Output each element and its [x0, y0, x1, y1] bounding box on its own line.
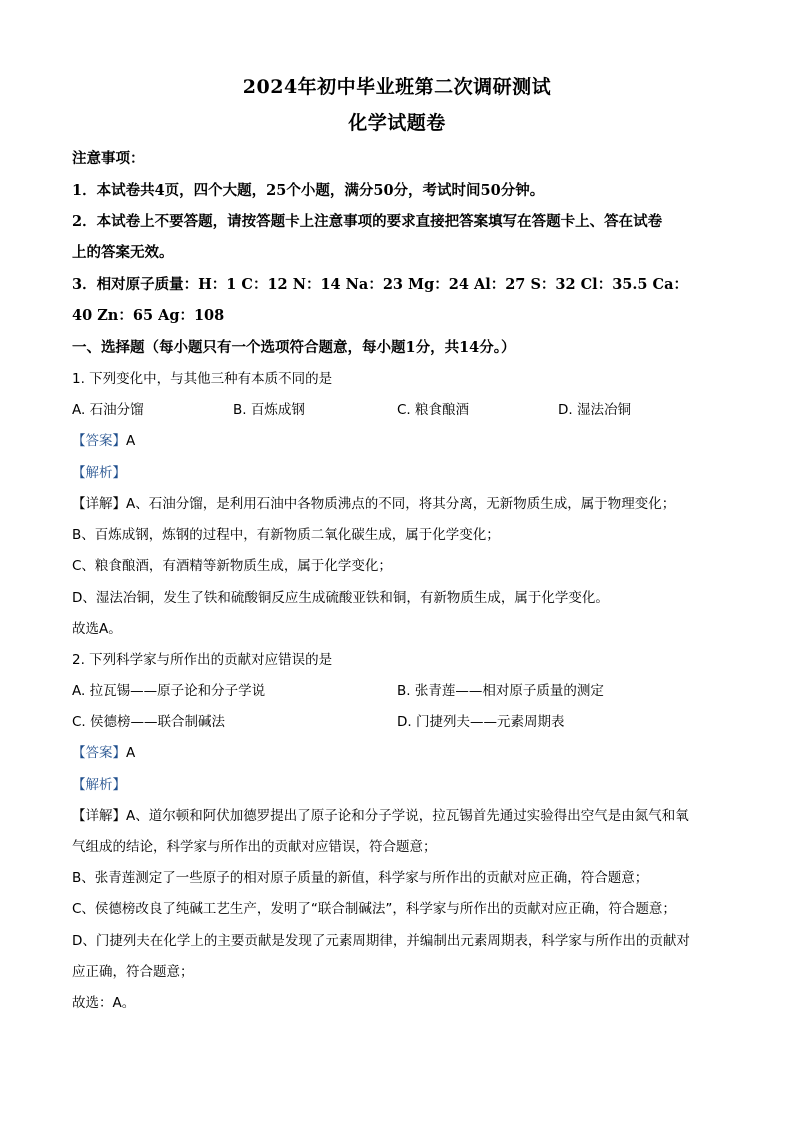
answer-row: [72, 431, 734, 451]
page-title: 2024年初中毕业班第二次调研测试: [242, 76, 552, 98]
detail-label: 【详解】: [72, 496, 126, 512]
answer-value: A: [126, 433, 136, 449]
detail-text: A、道尔顿和阿伏加德罗提出了原子论和分子学说，拉瓦锡首先通过实验得出空气是由氮气和氧: [126, 808, 689, 824]
option-a: A. 拉瓦锡——原子论和分子学说: [72, 683, 266, 699]
detail-text: A、石油分馏，是利用石油中各物质沸点的不同，将其分离，无新物质生成，属于物理变化；: [126, 496, 676, 512]
detail-line: 气组成的结论，科学家与所作出的贡献对应错误，符合题意；: [72, 839, 437, 855]
detail-line: [72, 806, 734, 826]
question-stem: 1. 下列变化中，与其他三种有本质不同的是: [72, 371, 333, 387]
analysis-tag: 【解析】: [72, 465, 126, 481]
answer-label: 【答案】: [72, 433, 126, 449]
detail-line: 应正确，符合题意；: [72, 964, 194, 980]
option-a: A. 石油分馏: [72, 402, 144, 418]
note-item: 1．本试卷共4页，四个大题，25个小题，满分50分，考试时间50分钟。: [72, 182, 545, 199]
note-item: 3．相对原子质量：H：1 C：12 N：14 Na：23 Mg：24 Al：27 S：32 Cl：35.5 Ca：: [72, 276, 688, 293]
answer-value: A: [126, 745, 136, 761]
analysis-label: [72, 775, 734, 795]
detail-line: D、门捷列夫在化学上的主要贡献是发现了元素周期律，并编制出元素周期表，科学家与所作出的贡献对: [72, 933, 690, 949]
analysis-label: [72, 463, 734, 483]
option-d: D. 门捷列夫——元素周期表: [397, 714, 565, 730]
note-item: 上的答案无效。: [72, 244, 174, 261]
note-item: 40 Zn：65 Ag：108: [72, 307, 225, 324]
conclusion-line: 故选：A。: [72, 995, 136, 1011]
detail-line: C、侯德榜改良了纯碱工艺生产，发明了“联合制碱法”，科学家与所作出的贡献对应正确，符合题意；: [72, 901, 676, 917]
option-c: C. 粮食酿酒: [397, 402, 470, 418]
notes-heading: 注意事项：: [72, 150, 145, 167]
detail-line: B、百炼成钢，炼钢的过程中，有新物质二氧化碳生成，属于化学变化；: [72, 527, 500, 543]
answer-label: 【答案】: [72, 745, 126, 761]
detail-line: [72, 494, 734, 514]
detail-line: B、张青莲测定了一些原子的相对原子质量的新值，科学家与所作出的贡献对应正确，符合题意；: [72, 870, 649, 886]
option-c: C. 侯德榜——联合制碱法: [72, 714, 226, 730]
option-b: B. 张青莲——相对原子质量的测定: [397, 683, 604, 699]
question-stem: 2. 下列科学家与所作出的贡献对应错误的是: [72, 652, 333, 668]
page-subtitle: 化学试题卷: [348, 112, 446, 134]
note-item: 2．本试卷上不要答题，请按答题卡上注意事项的要求直接把答案填写在答题卡上、答在试卷: [72, 213, 663, 230]
answer-row: [72, 743, 734, 763]
detail-line: C、粮食酿酒，有酒精等新物质生成，属于化学变化；: [72, 558, 392, 574]
conclusion-line: 故选A。: [72, 621, 122, 637]
analysis-tag: 【解析】: [72, 777, 126, 793]
option-d: D. 湿法冶铜: [558, 402, 631, 418]
detail-label: 【详解】: [72, 808, 126, 824]
option-b: B. 百炼成钢: [233, 402, 305, 418]
section-heading: 一、选择题（每小题只有一个选项符合题意，每小题1分，共14分。）: [72, 339, 516, 356]
detail-line: D、湿法冶铜，发生了铁和硫酸铜反应生成硫酸亚铁和铜，有新物质生成，属于化学变化。: [72, 590, 609, 606]
